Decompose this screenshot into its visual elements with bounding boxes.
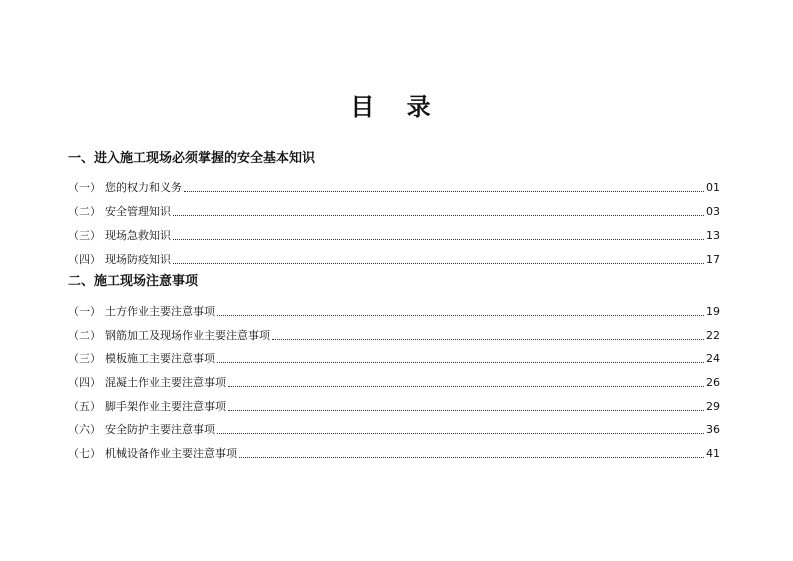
entry-label: 机械设备作业主要注意事项 [105, 447, 237, 460]
toc-entry[interactable] [68, 350, 720, 366]
dot-leader [173, 262, 704, 264]
entry-number: （二） [68, 329, 101, 342]
entry-label: 脚手架作业主要注意事项 [105, 400, 226, 413]
entry-label: 土方作业主要注意事项 [105, 305, 215, 318]
entry-label: 混凝土作业主要注意事项 [105, 376, 226, 389]
entry-label: 安全防护主要注意事项 [105, 423, 215, 436]
entry-label: 安全管理知识 [105, 205, 171, 218]
toc-entry[interactable] [68, 251, 720, 267]
dot-leader [239, 456, 704, 458]
dot-leader [228, 385, 704, 387]
entry-page-number: 13 [706, 229, 720, 242]
entry-label: 现场防疫知识 [105, 253, 171, 266]
dot-leader [217, 314, 704, 316]
entry-page-number: 01 [706, 181, 720, 194]
dot-leader [173, 238, 704, 240]
toc-entry[interactable] [68, 203, 720, 219]
entry-number: （七） [68, 447, 101, 460]
entry-page-number: 26 [706, 376, 720, 389]
entry-label: 钢筋加工及现场作业主要注意事项 [105, 329, 270, 342]
entry-page-number: 41 [706, 447, 720, 460]
entry-number: （三） [68, 352, 101, 365]
dot-leader [173, 214, 704, 216]
toc-entry[interactable] [68, 421, 720, 437]
entry-number: （三） [68, 229, 101, 242]
dot-leader [217, 361, 704, 363]
entry-page-number: 19 [706, 305, 720, 318]
entry-number: （六） [68, 423, 101, 436]
entry-number: （一） [68, 181, 101, 194]
entry-label: 模板施工主要注意事项 [105, 352, 215, 365]
entry-label: 现场急救知识 [105, 229, 171, 242]
entry-number: （二） [68, 205, 101, 218]
page-title: 目 录 [350, 93, 443, 121]
toc-entry[interactable] [68, 445, 720, 461]
entry-page-number: 22 [706, 329, 720, 342]
section-heading-2: 二、施工现场注意事项 [68, 274, 199, 289]
toc-entry[interactable] [68, 303, 720, 319]
entry-number: （四） [68, 376, 101, 389]
toc-entry[interactable] [68, 398, 720, 414]
entry-page-number: 29 [706, 400, 720, 413]
entry-page-number: 24 [706, 352, 720, 365]
section-heading-1: 一、进入施工现场必须掌握的安全基本知识 [68, 151, 316, 166]
toc-entry[interactable] [68, 179, 720, 195]
entry-number: （一） [68, 305, 101, 318]
toc-entry[interactable] [68, 227, 720, 243]
dot-leader [217, 432, 704, 434]
dot-leader [184, 190, 704, 192]
entry-page-number: 03 [706, 205, 720, 218]
dot-leader [228, 409, 704, 411]
dot-leader [272, 338, 704, 340]
toc-entry[interactable] [68, 327, 720, 343]
entry-page-number: 36 [706, 423, 720, 436]
entry-number: （五） [68, 400, 101, 413]
toc-entry[interactable] [68, 374, 720, 390]
entry-number: （四） [68, 253, 101, 266]
entry-label: 您的权力和义务 [105, 181, 182, 194]
entry-page-number: 17 [706, 253, 720, 266]
